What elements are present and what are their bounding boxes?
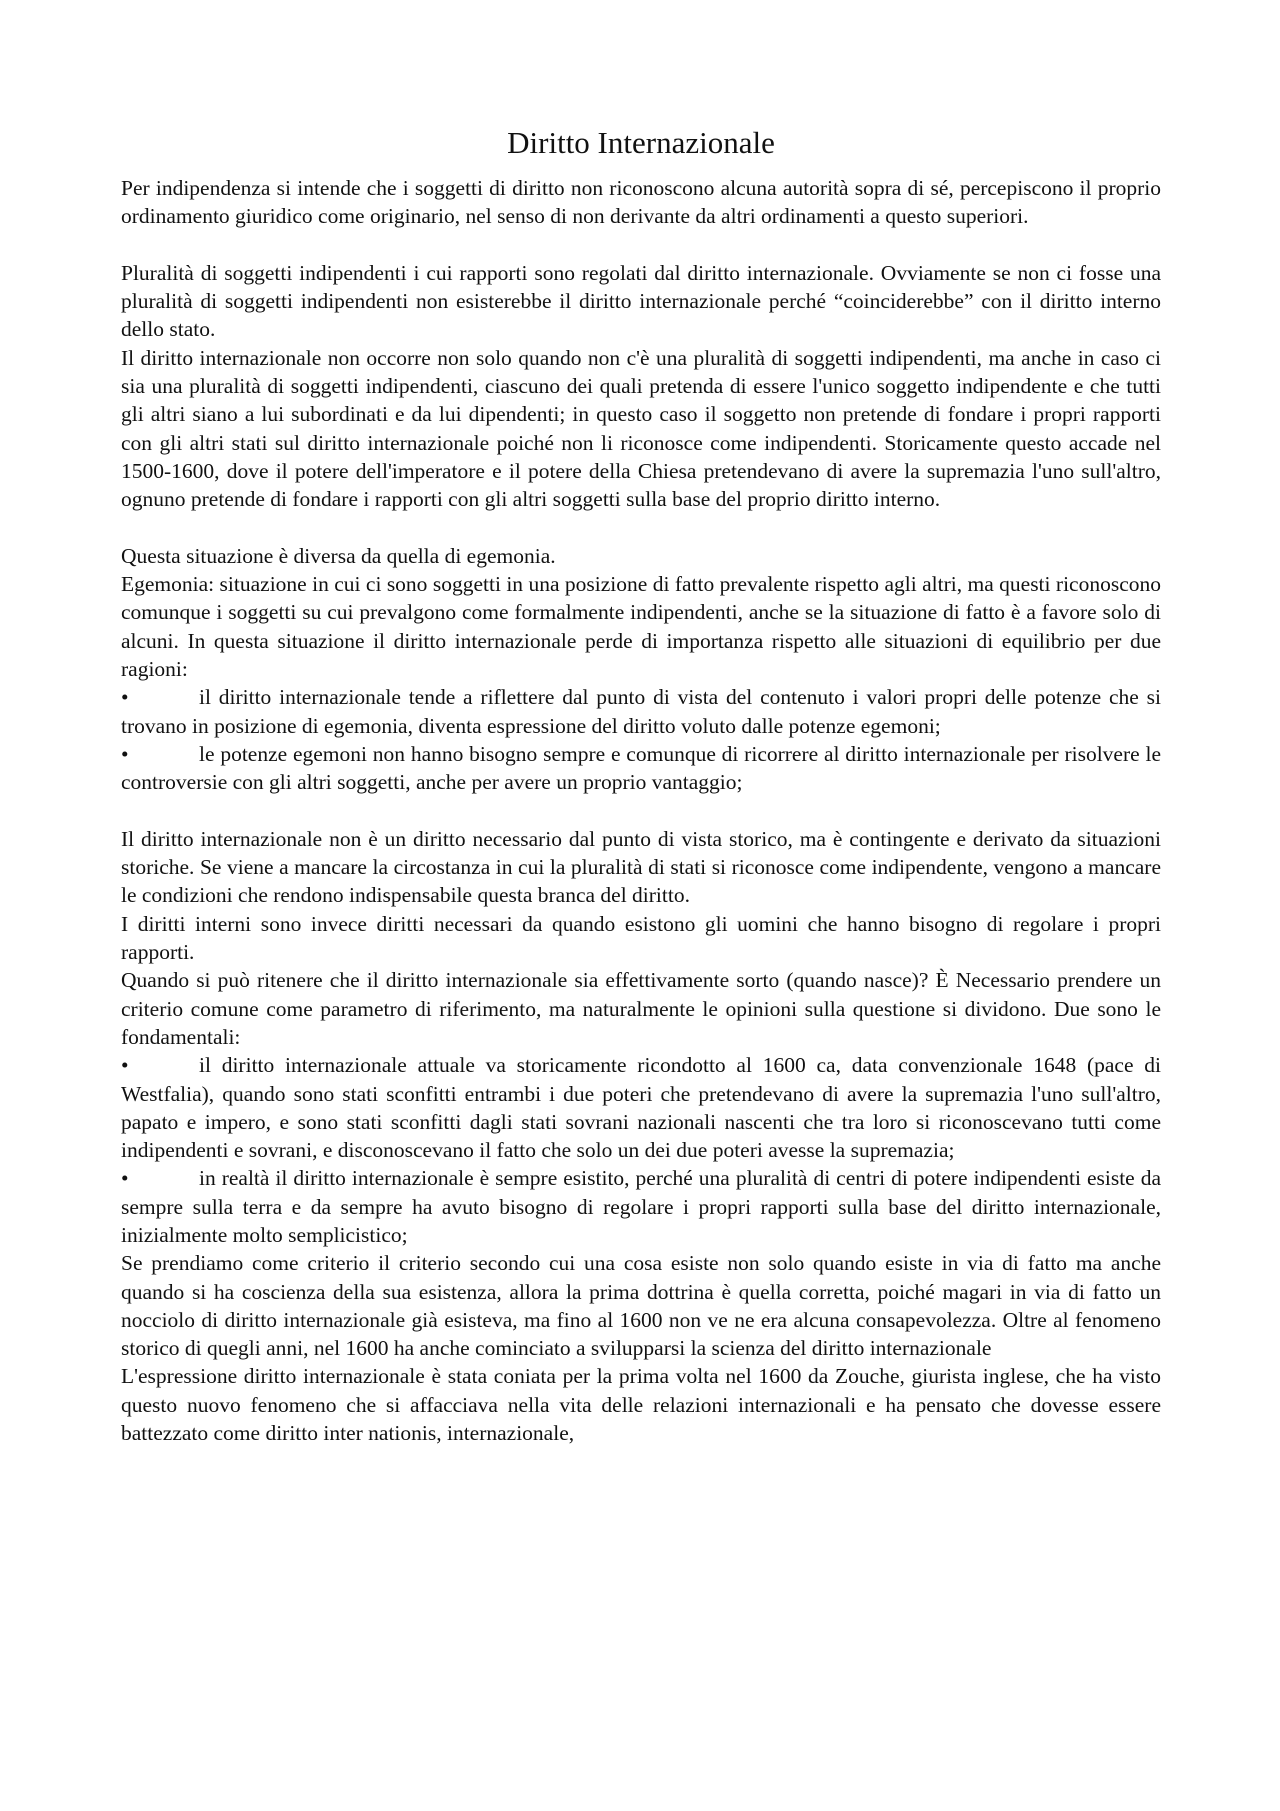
document-page (121, 118, 1161, 1447)
paragraph-contingente: Il diritto internazionale non è un diritto necessario dal punto di vista storico, ma è contingente e derivato da situazioni storiche. Se viene a mancare la circostanza in cui la pluralità di stati si riconosce come indipendente, vengono a mancare le condizioni che rendono indispensabile questa branca del diritto. (121, 826, 1161, 908)
paragraph-egemonia-intro: Questa situazione è diversa da quella di egemonia. (121, 543, 556, 568)
bullet-item: • le potenze egemoni non hanno bisogno sempre e comunque di ricorrere al diritto internazionale per risolvere le controversie con gli altri soggetti, anche per avere un proprio vantaggio; (121, 740, 1161, 797)
paragraph-zouche: L'espressione diritto internazionale è stata coniata per la prima volta nel 1600 da Zouche, giurista inglese, che ha visto questo nuovo fenomeno che si affacciava nella vita delle relazioni internazionali e ha pensato che dovesse essere battezzato come diritto inter nationis, internazionale, (121, 1364, 1161, 1446)
bullet-item: • in realtà il diritto internazionale è sempre esistito, perché una pluralità di centri di potere indipendenti esiste da sempre sulla terra e da sempre ha avuto bisogno di regolare i propri rapporti sulla base del diritto internazionale, inizialmente molto semplicistico; (121, 1164, 1161, 1249)
document-title: Diritto Internazionale (507, 125, 775, 160)
bullet-text: il diritto internazionale attuale va storicamente ricondotto al 1600 ca, data convenzionale 1648 (pace di Westfalia), quando sono stati sconfitti entrambi i due poteri che pretendevano di avere la supremazia l'uno sull'altro, papato e impero, e sono stati sconfitti dagli stati sovrani nazionali nascenti che tra loro si riconoscevano tutti come indipendenti e sovrani, e disconoscevano il fatto che solo un dei due poteri avesse la supremazia; (121, 1053, 1161, 1163)
bullet-text: in realtà il diritto internazionale è sempre esistito, perché una pluralità di centri di potere indipendenti esiste da sempre sulla terra e da sempre ha avuto bisogno di regolare i propri rapporti sulla base del diritto internazionale, inizialmente molto semplicistico; (121, 1166, 1161, 1247)
bullet-item: • il diritto internazionale attuale va storicamente ricondotto al 1600 ca, data convenzionale 1648 (pace di Westfalia), quando sono stati sconfitti entrambi i due poteri che pretendevano di avere la supremazia l'uno sull'altro, papato e impero, e sono stati sconfitti dagli stati sovrani nazionali nascenti che tra loro si riconoscevano tutti come indipendenti e sovrani, e disconoscevano il fatto che solo un dei due poteri avesse la supremazia; (121, 1051, 1161, 1164)
paragraph-non-occorre: Il diritto internazionale non occorre non solo quando non c'è una pluralità di soggetti indipendenti, ma anche in caso ci sia una pluralità di soggetti indipendenti, ciascuno dei quali pretenda di essere l'unico soggetto indipendente e che tutti gli altri siano a lui subordinati e da lui dipendenti; in questo caso il soggetto non pretende di fondare i propri rapporti con gli altri stati sul diritto internazionale poiché non li riconosce come indipendenti. Storicamente questo accade nel 1500-1600, dove il potere dell'imperatore e il potere della Chiesa pretendevano di avere la supremazia l'uno sull'altro, ognuno pretende di fondare i rapporti con gli altri soggetti sulla base del proprio diritto interno. (121, 345, 1161, 512)
paragraph-criterio: Se prendiamo come criterio il criterio secondo cui una cosa esiste non solo quando esiste in via di fatto ma anche quando si ha coscienza della sua esistenza, allora la prima dottrina è quella corretta, poiché magari in via di fatto un nocciolo di diritto internazionale già esisteva, ma fino al 1600 non ve ne era alcuna consapevolezza. Oltre al fenomeno storico di quegli anni, nel 1600 ha anche cominciato a svilupparsi la scienza del diritto internazionale (121, 1251, 1161, 1361)
blank-line (121, 231, 1161, 259)
bullet-text: il diritto internazionale tende a riflettere dal punto di vista del contenuto i valori propri delle potenze che si trovano in posizione di egemonia, diventa espressione del diritto voluto dalle potenze egemoni; (121, 685, 1161, 738)
paragraph-indipendenza: Per indipendenza si intende che i soggetti di diritto non riconoscono alcuna autorità sopra di sé, percepiscono il proprio ordinamento giuridico come originario, nel senso di non derivante da altri ordinamenti a questo superiori. (121, 176, 1161, 229)
bullet-text: le potenze egemoni non hanno bisogno sempre e comunque di ricorrere al diritto internazionale per risolvere le controversie con gli altri soggetti, anche per avere un proprio vantaggio; (121, 741, 1161, 795)
blank-line (121, 797, 1161, 825)
paragraph-diritti-interni: I diritti interni sono invece diritti necessari da quando esistono gli uomini che hanno bisogno di regolare i propri rapporti. (121, 911, 1161, 965)
paragraph-quando-nasce: Quando si può ritenere che il diritto internazionale sia effettivamente sorto (quando nasce)? È Necessario prendere un criterio comune come parametro di riferimento, ma naturalmente le opinioni sulla questione si dividono. Due sono le fondamentali: (121, 968, 1161, 1049)
paragraph-pluralita: Pluralità di soggetti indipendenti i cui rapporti sono regolati dal diritto internazionale. Ovviamente se non ci fosse una pluralità di soggetti indipendenti non esisterebbe il diritto internazionale perché “coinciderebbe” con il diritto interno dello stato. (121, 260, 1161, 342)
paragraph-egemonia: Egemonia: situazione in cui ci sono soggetti in una posizione di fatto prevalente rispetto agli altri, ma questi riconoscono comunque i soggetti su cui prevalgono come formalmente indipendenti, anche se la situazione di fatto è a favore solo di alcuni. In questa situazione il diritto internazionale perde di importanza rispetto alle situazioni di equilibrio per due ragioni: (121, 572, 1161, 682)
document-body (121, 174, 1161, 1447)
blank-line (121, 514, 1161, 542)
bullet-item: • il diritto internazionale tende a riflettere dal punto di vista del contenuto i valori propri delle potenze che si trovano in posizione di egemonia, diventa espressione del diritto voluto dalle potenze egemoni; (121, 683, 1161, 740)
